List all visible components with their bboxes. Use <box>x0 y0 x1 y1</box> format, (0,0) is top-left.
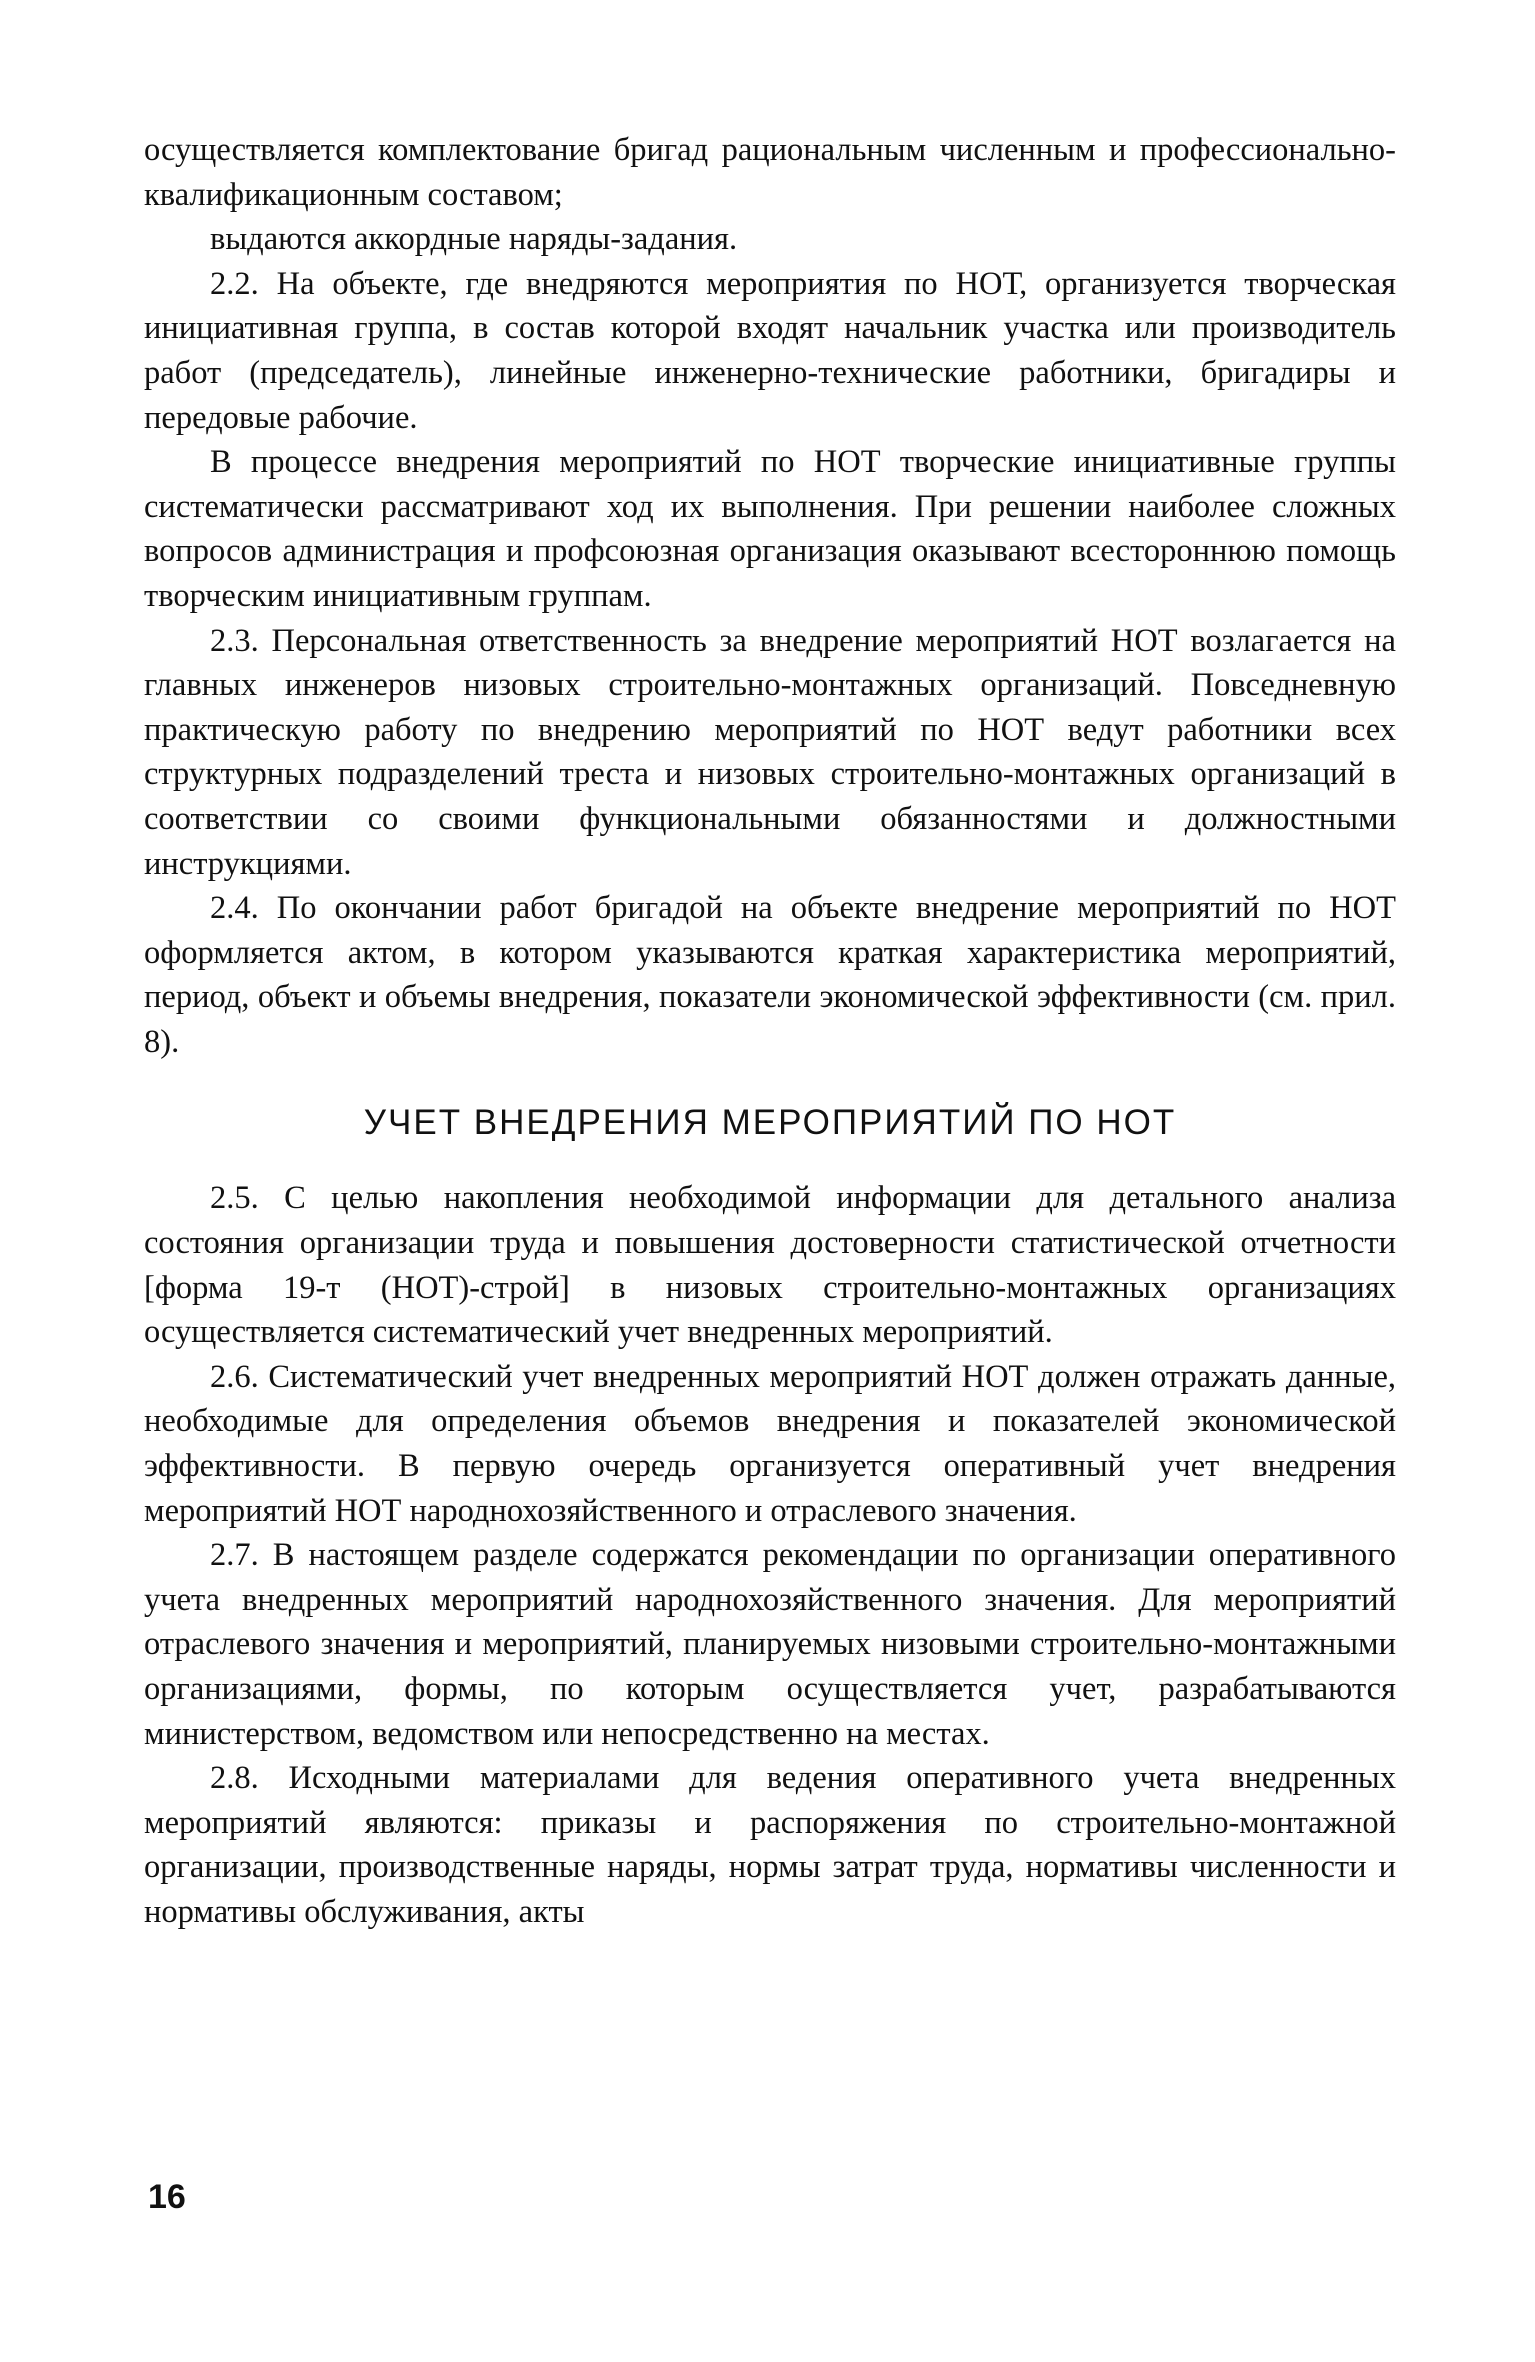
paragraph-2-6: 2.6. Систематический учет внедренных мероприятий НОТ должен отражать данные, необходимые для определения объемов внедрения и показателей экономической эффективности. В первую очередь организуется оперативный учет внедрения мероприятий НОТ народнохозяйственного и отраслевого значения. <box>144 1358 1396 1529</box>
page-number: 16 <box>148 2178 186 2216</box>
paragraph-2-5: 2.5. С целью накопления необходимой информации для детального анализа состояния организации труда и повышения достоверности статистической отчетности [форма 19-т (НОТ)-строй] в низовых строительно-монтажных организациях осуществляется систематический учет внедренных мероприятий. <box>144 1180 1396 1351</box>
paragraph-continuation: осуществляется комплектование бригад рациональным численным и профессионально-квалификационным составом; <box>144 132 1396 213</box>
body-text <box>144 128 1396 1935</box>
section-heading: УЧЕТ ВНЕДРЕНИЯ МЕРОПРИЯТИЙ ПО НОТ <box>363 1103 1177 1143</box>
paragraph-2-2: 2.2. На объекте, где внедряются мероприятия по НОТ, организуется творческая инициативная группа, в состав которой входят начальник участка или производитель работ (председатель), линейные инженерно-технические работники, бригадиры и передовые рабочие. <box>144 265 1396 436</box>
paragraph-2-3: 2.3. Персональная ответственность за внедрение мероприятий НОТ возлагается на главных инженеров низовых строительно-монтажных организаций. Повседневную практическую работу по внедрению мероприятий по НОТ ведут работники всех структурных подразделений треста и низовых строительно-монтажных организаций в соответствии со своими функциональными обязанностями и должностными инструкциями. <box>144 622 1396 882</box>
paragraph-2-7: 2.7. В настоящем разделе содержатся рекомендации по организации оперативного учета внедренных мероприятий народнохозяйственного значения. Для мероприятий отраслевого значения и мероприятий, планируемых низовыми строительно-монтажными организациями, формы, по которым осуществляется учет, разрабатываются министерством, ведомством или непосредственно на местах. <box>144 1537 1396 1752</box>
paragraph-2-4: 2.4. По окончании работ бригадой на объекте внедрение мероприятий по НОТ оформляется актом, в котором указываются краткая характеристика мероприятий, период, объект и объемы внедрения, показатели экономической эффективности (см. прил. 8). <box>144 890 1396 1060</box>
paragraph-2-8: 2.8. Исходными материалами для ведения оперативного учета внедренных мероприятий являются: приказы и распоряжения по строительно-монтажной организации, производственные наряды, нормы затрат труда, нормативы численности и нормативы обслуживания, акты <box>144 1760 1396 1930</box>
paragraph-2-2-cont: В процессе внедрения мероприятий по НОТ творческие инициативные группы систематически рассматривают ход их выполнения. При решении наиболее сложных вопросов администрация и профсоюзная организация оказывают всестороннюю помощь творческим инициативным группам. <box>144 444 1396 614</box>
paragraph-list-item: выдаются аккордные наряды-задания. <box>210 221 738 258</box>
